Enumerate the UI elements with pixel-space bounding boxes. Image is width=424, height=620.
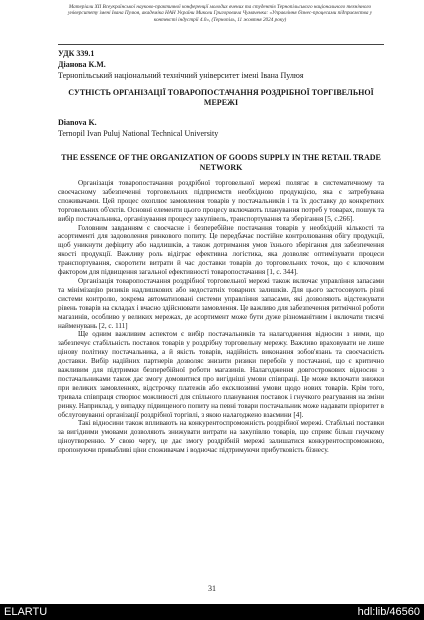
repository-name-label: ELARTU bbox=[4, 606, 48, 618]
body-paragraph: Головним завданням є своєчасне і безперебійне постачання товарів у необхідній кількості та асортименті для задоволення ринкового попиту. Це передбачає постійне контролювання обігу продукції, щоб уникнути дефіциту або надлишків, а також дотримання умов їхнього зберігання для забезпечення якості продукції. Важливу роль відіграє ефективна логістика, яка дозволяє оптимізувати процеси транспортування, скоротити витрати й час доставки товарів до торговельних точок, що є ключовим фактором для підвищення загальної ефективності товаропостачання [1, с. 344]. bbox=[58, 223, 384, 277]
affiliation-ua: Тернопільський національний технічний університет імені Івана Пулюя bbox=[58, 71, 304, 80]
page-number: 31 bbox=[208, 584, 216, 593]
body-paragraph: Організація товаропостачання роздрібної торговельної мережі також включає управління запасами та мінімізацію ризиків надлишкових або недостатніх товарних залишків. Для цього застосовують різні системи контролю, зокрема автоматизовані системи управління запасами, які дозволяють відстежувати рівень товарів на складах і вчасно здійснювати замовлення. Це важливо для забезпечення ритмічної роботи магазинів, особливо у великих мережах, де асортимент може бути дуже різноманітним і включати тисячі найменувань [2, с. 111] bbox=[58, 276, 384, 330]
repository-footer-bar bbox=[0, 604, 424, 620]
article-title-ua: СУТНІСТЬ ОРГАНІЗАЦІЇ ТОВАРОПОСТАЧАННЯ РОЗДРІБНОЇ ТОРГІВЕЛЬНОЇ МЕРЕЖІ bbox=[68, 88, 374, 107]
handle-link[interactable]: hdl:lib/46560 bbox=[357, 606, 420, 618]
body-paragraph: Організація товаропостачання роздрібної торговельної мережі полягає в систематичному та своєчасному забезпеченні торговельних підприємств необхідною продукцією, яка є затребувана споживачами. Цей процес охоплює замовлення товарів у постачальників і та їх доставку до конкретних торговельних об'єктів. Основні елементи цього процесу включають планування потреб у товарах, пошук та вибір постачальника, організування процесу закупівель, транспортування та зберігання [5, с.266]. bbox=[58, 179, 384, 223]
article-body bbox=[58, 179, 384, 455]
header-divider bbox=[58, 44, 384, 45]
author-name-ua: Діанова К.М. bbox=[58, 60, 106, 69]
udk-code: УДК 339.1 bbox=[58, 49, 95, 58]
body-paragraph: Такі відносини також впливають на конкурентоспроможність роздрібної мережі. Стабільні поставки за вигідними умовами дозволяють знижувати витрати на закупівлю товарів, що сприяє більш гнучкому ціноутворенню. У свою чергу, це дає змогу роздрібній мережі залишатися конкурентоспроможною, пропонуючи привабливі ціни споживачам і водночас підтримуючи прибутковість бізнесу. bbox=[58, 419, 384, 455]
conference-header-note: Матеріали XII Всеукраїнської науково-практичної конференції молодих вчених та студентів Тернопільського національного технічного університету імені Івана Пулюя, академіка НАН України Миколи Григоровича Чумаченка: «Управління бізнес-процесами підприємства у контексті індустрії 4.0», (Тернопіль, 11 жовтня 2024 року) bbox=[67, 4, 373, 23]
affiliation-en: Ternopil Ivan Puluj National Technical University bbox=[58, 129, 219, 138]
body-paragraph: Ще одним важливим аспектом є вибір постачальників та налагодження відносин з ними, що забезпечує стабільність поставок товарів у роздрібну торговельну мережу. Важливо враховувати не лише цінову політику постачальника, а й якість товарів, надійність виконання зобов'язань та своєчасність доставки. Вибір надійних партнерів дозволяє знизити ризики перебоїв у постачанні, що є критично важливим для підтримки безперебійної роботи магазинів. Налагодження довгострокових відносин з постачальниками також дає змогу домовитися про вигідніші умови співпраці. Це може включати знижки при великих замовленнях, відстрочку платежів або ексклюзивні умови щодо нових товарів. Крім того, тривала співпраця створює можливості для спільного планування поставок і гнучкого реагування на зміни ринку. Наприклад, у випадку підвищеного попиту на певні товари постачальник може надавати пріоритет в обслуговуванні організації роздрібної торгівлі, з якою налагоджено взаємини [4]. bbox=[58, 330, 384, 419]
article-title-en: THE ESSENCE OF THE ORGANIZATION OF GOODS SUPPLY IN THE RETAIL TRADE NETWORK bbox=[61, 153, 381, 172]
author-name-en: Dianova K. bbox=[58, 118, 97, 127]
